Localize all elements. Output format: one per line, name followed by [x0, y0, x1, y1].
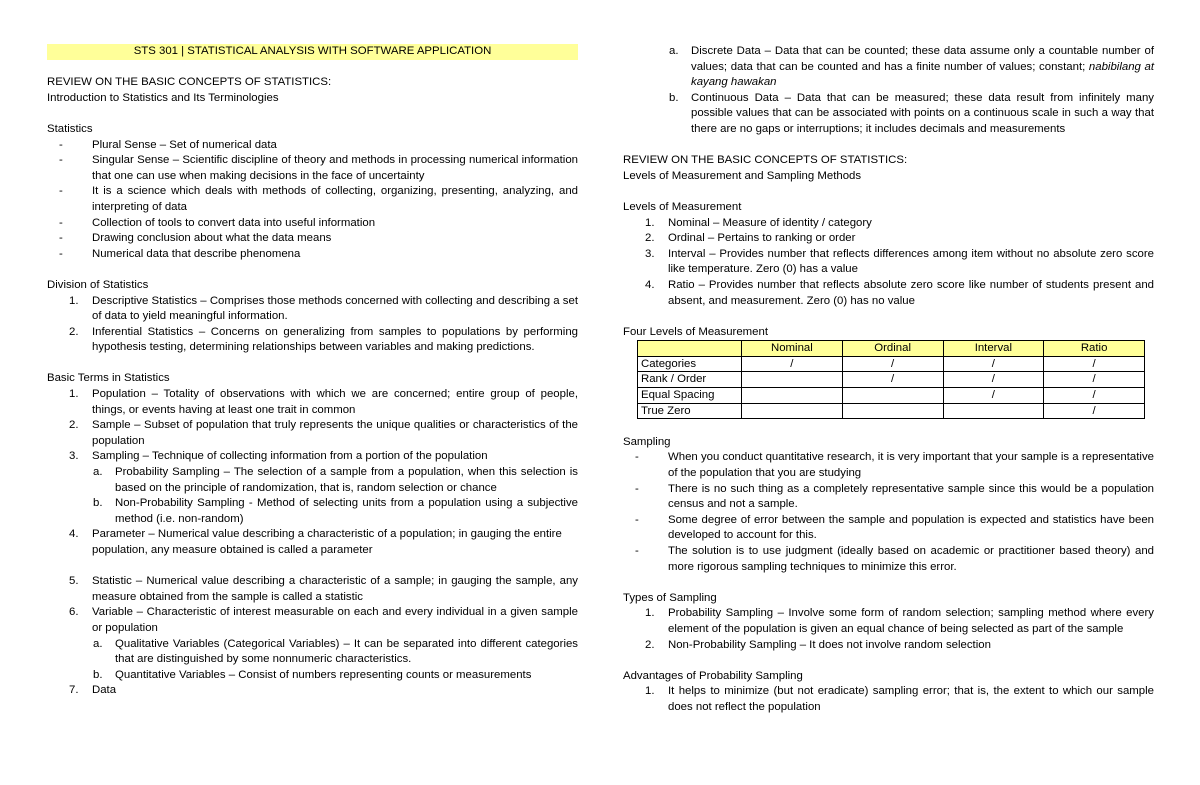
list-item: 1. Probability Sampling – Involve some form of random selection; sampling method where every element of the population is given an equal chance of being selected as part of the sample: [645, 607, 1154, 635]
table-cell: /: [742, 356, 843, 372]
table-row: [638, 356, 1145, 372]
table-cell: /: [1044, 372, 1145, 388]
table-cell: [943, 403, 1044, 419]
table-cell: /: [943, 356, 1044, 372]
table-header-cell: Nominal: [742, 341, 843, 357]
advantages-heading: Advantages of Probability Sampling: [623, 669, 803, 682]
table-cell: [842, 388, 943, 404]
list-item: 4. Parameter – Numerical value describing a characteristic of a population; in gauging the entire population, any measure obtained is called a parameter: [69, 528, 562, 556]
table-row: [638, 372, 1145, 388]
list-item: 3. Sampling – Technique of collecting information from a portion of the population: [69, 450, 488, 463]
basic-terms-heading: Basic Terms in Statistics: [47, 372, 170, 385]
list-item: 1. Nominal – Measure of identity / category: [645, 216, 872, 229]
list-item: 1. Descriptive Statistics – Comprises those methods concerned with collecting and describing a set of data to yield meaningful information.: [69, 294, 578, 323]
review-title: REVIEW ON THE BASIC CONCEPTS OF STATISTICS:: [47, 76, 332, 89]
table-header-cell: Ratio: [1044, 341, 1145, 357]
sub-list-item: b. Non-Probability Sampling - Method of selecting units from a population using a subjective method (i.e. non-random): [93, 497, 578, 525]
table-cell: /: [842, 356, 943, 372]
list-item: - There is no such thing as a completely representative sample since this would be a population census and not a sample.: [635, 482, 1154, 511]
list-item: 1. Population – Totality of observations with which we are concerned; entire group of people, things, or events having at least one trait in common: [69, 388, 578, 416]
sub-list-item: a. Discrete Data – Data that can be counted; these data assume only a countable number of values; data that can be counted and has a finite number of values; constant; nabibilang at kayang hawakan: [669, 45, 1154, 89]
list-item: 2. Non-Probability Sampling – It does not involve random selection: [645, 638, 991, 651]
statistics-heading: Statistics: [47, 122, 93, 135]
table-cell: Categories: [638, 356, 742, 372]
sub-list-item: b. Continuous Data – Data that can be measured; these data result from infinitely many possible values that can be associated with points on a continuous scale in such a way that there are no gaps or interruptions; it includes decimals and measurements: [669, 91, 1154, 135]
list-item: 2. Inferential Statistics – Concerns on generalizing from samples to populations by performing hypothesis testing, determining relationships between variables and making predictions.: [69, 325, 578, 354]
sub-list-item: b. Quantitative Variables – Consist of numbers representing counts or measurements: [93, 668, 532, 681]
sampling-heading: Sampling: [623, 435, 671, 448]
table-cell: /: [842, 372, 943, 388]
list-item: 7. Data: [69, 684, 117, 697]
list-item: 4. Ratio – Provides number that reflects absolute zero score like number of students present and absent, and measurement. Zero (0) has no value: [645, 278, 1154, 307]
types-heading: Types of Sampling: [623, 591, 717, 604]
right-column: [623, 44, 1154, 716]
table-cell: /: [1044, 356, 1145, 372]
table-row: [638, 403, 1145, 419]
left-column: [47, 44, 578, 699]
list-item: - Collection of tools to convert data into useful information: [59, 216, 376, 229]
review-title: REVIEW ON THE BASIC CONCEPTS OF STATISTICS:: [623, 154, 908, 167]
table-cell: /: [1044, 388, 1145, 404]
list-item: 3. Interval – Provides number that reflects differences among item without no absolute zero score like temperature. Zero (0) has a value: [645, 247, 1154, 276]
table-cell: Rank / Order: [638, 372, 742, 388]
table-row: [638, 388, 1145, 404]
table-header-row: [638, 341, 1145, 357]
table-cell: /: [1044, 403, 1145, 419]
list-item: 2. Ordinal – Pertains to ranking or order: [645, 232, 856, 245]
table-cell: [742, 403, 843, 419]
list-item: 2. Sample – Subset of population that truly represents the unique qualities or characteristics of the population: [69, 419, 578, 447]
table-cell: /: [943, 372, 1044, 388]
table-cell: True Zero: [638, 403, 742, 419]
review-subtitle: Levels of Measurement and Sampling Methods: [623, 169, 862, 182]
list-item: 1. It helps to minimize (but not eradicate) sampling error; that is, the extent to which our sample does not reflect the population: [645, 685, 1154, 713]
list-item: - Some degree of error between the sample and population is expected and statistics have been developed to account for this.: [635, 513, 1154, 542]
list-item: - Plural Sense – Set of numerical data: [59, 138, 277, 151]
list-item: 6. Variable – Characteristic of interest measurable on each and every individual in a given sample or population: [69, 606, 578, 634]
table-heading: Four Levels of Measurement: [623, 325, 768, 338]
review-subtitle: Introduction to Statistics and Its Terminologies: [47, 91, 279, 104]
sub-list-item: a. Qualitative Variables (Categorical Variables) – It can be separated into different categories that are distinguished by some nonnumeric characteristics.: [93, 637, 578, 666]
levels-heading: Levels of Measurement: [623, 200, 742, 213]
table-cell: /: [943, 388, 1044, 404]
table-cell: Equal Spacing: [638, 388, 742, 404]
list-item: 5. Statistic – Numerical value describing a characteristic of a sample; in gauging the sample, any measure obtained from the sample is called a statistic: [69, 575, 578, 603]
list-item: - It is a science which deals with methods of collecting, organizing, presenting, analyzing, and interpreting of data: [59, 185, 578, 213]
division-heading: Division of Statistics: [47, 278, 149, 291]
sub-list-item: a. Probability Sampling – The selection of a sample from a population, when this selection is based on the principle of randomization, that is, random selection or chance: [93, 466, 578, 494]
table-cell: [742, 388, 843, 404]
list-item: - The solution is to use judgment (ideally based on academic or practitioner based theory) and more rigorous sampling techniques to minimize this error.: [635, 545, 1154, 573]
list-item: - When you conduct quantitative research, it is very important that your sample is a representative of the population that you are studying: [635, 451, 1154, 480]
list-item: - Drawing conclusion about what the data means: [59, 232, 332, 245]
list-item: - Singular Sense – Scientific discipline of theory and methods in processing numerical information that one can use when making decisions in the face of uncertainty: [59, 154, 578, 182]
table-cell: [742, 372, 843, 388]
table-header-cell: Interval: [943, 341, 1044, 357]
document-header: STS 301 | STATISTICAL ANALYSIS WITH SOFTWARE APPLICATION: [47, 44, 578, 60]
list-item: - Numerical data that describe phenomena: [59, 247, 301, 260]
table-header-cell: Ordinal: [842, 341, 943, 357]
levels-table: [637, 340, 1145, 419]
table-header-cell: [638, 341, 742, 357]
table-cell: [842, 403, 943, 419]
